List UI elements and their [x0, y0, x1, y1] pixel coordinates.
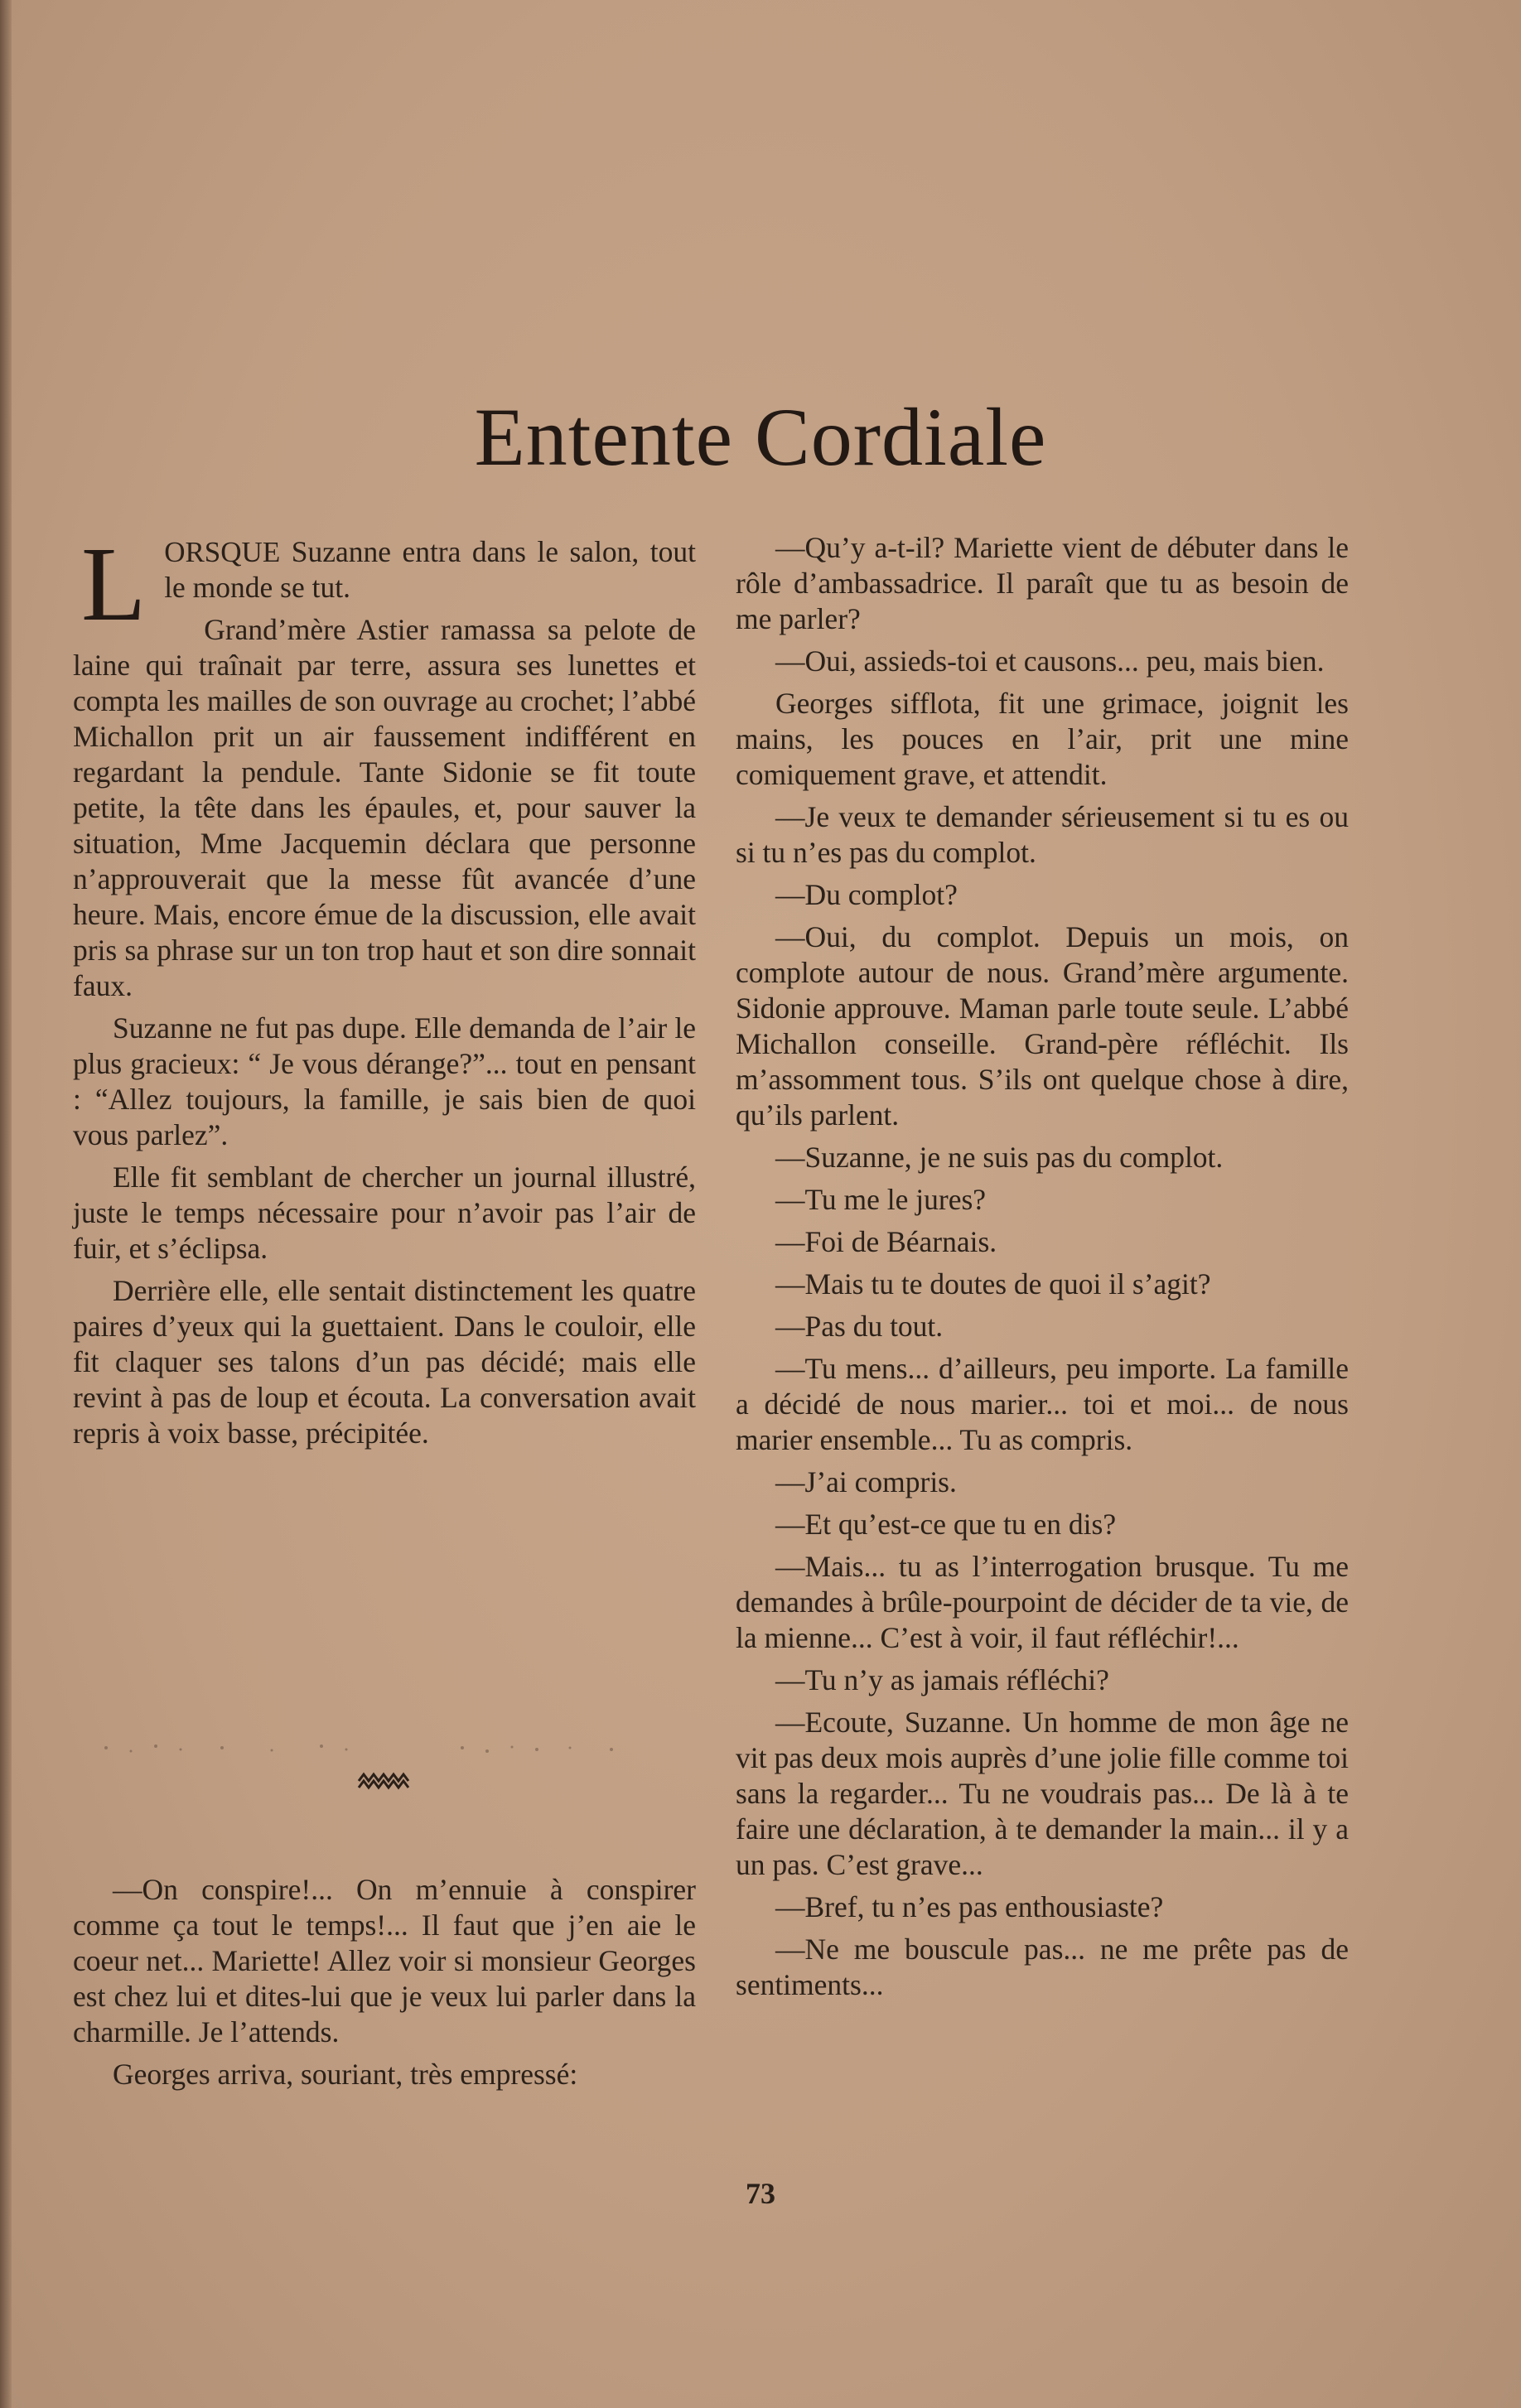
dialogue-paragraph: —Tu mens... d’ailleurs, peu importe. La famille a décidé de nous marier... toi et moi... de nous marier ensemble... Tu as compris.	[736, 1352, 1349, 1456]
ornament-zigzag-icon	[73, 1731, 696, 1806]
dialogue-paragraph: —Qu’y a-t-il? Mariette vient de débuter dans le rôle d’ambassadrice. Il paraît que tu as besoin de me parler?	[736, 531, 1349, 635]
dialogue-paragraph: —Ecoute, Suzanne. Un homme de mon âge ne vit pas deux mois auprès d’une jolie fille comme toi sans la regarder... Tu ne voudrais pas... De là à te faire une déclaration, à te demander la main... il y a un pas. C’est grave...	[736, 1706, 1349, 1881]
dialogue-paragraph: —Mais... tu as l’interrogation brusque. Tu me demandes à brûle-pourpoint de décider de ta vie, de la mienne... C’est à voir, il faut réfléchir!...	[736, 1550, 1349, 1654]
dialogue-paragraph: —Ne me bouscule pas... ne me prête pas de sentiments...	[736, 1933, 1349, 2001]
dialogue-paragraph: —Et qu’est-ce que tu en dis?	[775, 1508, 1117, 1541]
dialogue-paragraph: —Suzanne, je ne suis pas du complot.	[775, 1141, 1224, 1174]
paragraph: Suzanne ne fut pas dupe. Elle demanda de l’air le plus gracieux: “ Je vous dérange?”... tout en pensant : “Allez toujours, la famille, je sais bien de quoi vous parlez”.	[73, 1011, 696, 1151]
paragraph: Elle fit semblant de chercher un journal illustré, juste le temps nécessaire pour n’avoir pas l’air de fuir, et s’éclipsa.	[73, 1161, 696, 1265]
left-column-continued	[73, 1872, 696, 2099]
dialogue-paragraph: —Bref, tu n’es pas enthousiaste?	[775, 1890, 1164, 1923]
dialogue-paragraph: —J’ai compris.	[775, 1465, 957, 1498]
dialogue-paragraph: Georges sifflota, fit une grimace, joignit les mains, les pouces en l’air, prit une mine comiquement grave, et attendit.	[736, 687, 1349, 791]
article-title: Entente Cordiale	[474, 391, 1047, 483]
dialogue-paragraph: —Mais tu te doutes de quoi il s’agit?	[775, 1267, 1211, 1301]
dialogue-paragraph: —Pas du tout.	[775, 1310, 944, 1343]
dialogue-paragraph: —Oui, du complot. Depuis un mois, on complote autour de nous. Grand’mère argumente. Sidonie approuve. Maman parle toute seule. L’abbé Michallon conseille. Grand-père réfléchit. Ils m’assomment tous. S’ils ont quelque chose à dire, qu’ils parlent.	[736, 920, 1349, 1132]
dialogue-paragraph: —Tu me le jures?	[775, 1183, 987, 1216]
dialogue-paragraph: —Foi de Béarnais.	[775, 1225, 997, 1258]
opening-word: ORSQUE	[164, 536, 281, 568]
dialogue-paragraph: —Je veux te demander sérieusement si tu es ou si tu n’es pas du complot.	[736, 800, 1349, 869]
page-number: 73	[746, 2177, 775, 2210]
dialogue-paragraph: —Du complot?	[775, 878, 958, 911]
paragraph: Derrière elle, elle sentait distinctement les quatre paires d’yeux qui la guettaient. Dans le couloir, elle fit claquer ses talons d’un pas décidé; mais elle revint à pas de loup et écouta. La conversation avait repris à voix basse, précipitée.	[73, 1274, 696, 1450]
right-column	[736, 530, 1349, 2010]
binding-edge	[0, 0, 12, 2408]
paragraph: Georges arriva, souriant, très empressé:	[113, 2058, 578, 2091]
dialogue-paragraph: —Oui, assieds-toi et causons... peu, mais bien.	[775, 644, 1325, 678]
section-separator	[73, 1731, 696, 1806]
opening-text: Suzanne entra dans le salon, tout le monde se tut.	[164, 535, 696, 604]
paragraph: —On conspire!... On m’ennuie à conspirer comme ça tout le temps!... Il faut que j’en aie le coeur net... Mariette! Allez voir si monsieur Georges est chez lui et dites-lui que je veux lui parler dans la charmille. Je l’attends.	[73, 1873, 696, 2048]
dialogue-paragraph: —Tu n’y as jamais réfléchi?	[775, 1663, 1109, 1696]
paragraph: Grand’mère Astier ramassa sa pelote de laine qui traînait par terre, assura ses lunettes et compta les mailles de son ouvrage au crochet; l’abbé Michallon prit un air faussement indifférent en regardant la pendule. Tante Sidonie se fit toute petite, la tête dans les épaules, et, pour sauver la situation, Mme Jacquemin déclara que personne n’approuverait que la messe fût avancée d’une heure. Mais, encore émue de la discussion, elle avait pris sa phrase sur un ton trop haut et son dire sonnait faux.	[73, 613, 696, 1002]
left-column	[73, 525, 696, 1458]
drop-cap: L	[81, 525, 147, 643]
opening-paragraph	[73, 525, 696, 643]
